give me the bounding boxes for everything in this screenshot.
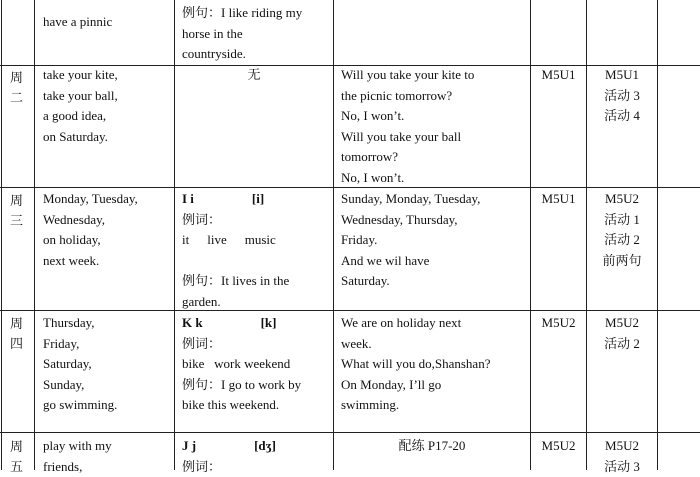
vocab-line: Sunday, bbox=[43, 375, 117, 396]
sentence-line: Friday. bbox=[341, 230, 480, 251]
sentence-line: What will you do,Shanshan? bbox=[341, 354, 490, 375]
example-words: bike work weekend bbox=[182, 354, 301, 375]
day-label: 周 二 bbox=[10, 68, 23, 108]
example-sentence-line: countryside. bbox=[182, 44, 302, 65]
vocab-line: Saturday, bbox=[43, 354, 117, 375]
activity-line: M5U2 bbox=[587, 189, 657, 210]
book-cell bbox=[531, 313, 586, 334]
sentence-line: And we wil have bbox=[341, 251, 480, 272]
example-word: it bbox=[182, 232, 189, 247]
phonics-cell bbox=[182, 189, 289, 312]
activity-line: 活动 3 bbox=[587, 86, 657, 107]
day-label: 周 四 bbox=[10, 314, 23, 354]
activity-cell bbox=[587, 65, 657, 127]
book-cell bbox=[531, 65, 586, 86]
example-sentence-line: 例句：I go to work by bbox=[182, 375, 301, 396]
sentences-cell bbox=[341, 65, 474, 188]
example-word-label: 例词： bbox=[182, 334, 301, 355]
sentences-cell bbox=[341, 313, 490, 416]
vocab-line: friends, bbox=[43, 457, 112, 477]
day-label: 周 三 bbox=[10, 191, 23, 231]
row-divider bbox=[0, 310, 700, 311]
none-text: 无 bbox=[175, 65, 333, 86]
words-cell bbox=[43, 65, 118, 147]
sentence-line: tomorrow? bbox=[341, 147, 474, 168]
activity-line: 活动 3 bbox=[587, 457, 657, 477]
column-divider bbox=[333, 0, 334, 470]
phonics-letter: J j bbox=[182, 438, 196, 453]
vocab-line: take your ball, bbox=[43, 86, 118, 107]
sentence-line: We are on holiday next bbox=[341, 313, 490, 334]
sentence-line: Saturday. bbox=[341, 271, 480, 292]
activity-line: 活动 2 bbox=[587, 334, 657, 355]
sentence-line: No, I won’t. bbox=[341, 106, 474, 127]
sentence-line: On Monday, I’ll go bbox=[341, 375, 490, 396]
activity-line: M5U2 bbox=[587, 436, 657, 457]
sentence-line: Will you take your kite to bbox=[341, 65, 474, 86]
sentence-line: Sunday, Monday, Tuesday, bbox=[341, 189, 480, 210]
activity-line: 活动 4 bbox=[587, 106, 657, 127]
activity-line: 活动 1 bbox=[587, 210, 657, 231]
phonics-letter: I i bbox=[182, 191, 194, 206]
example-sentence-line: garden. bbox=[182, 292, 289, 313]
table-border-left bbox=[1, 0, 2, 470]
phonics-cell bbox=[182, 436, 276, 477]
phonetic-symbol: [dʒ] bbox=[254, 436, 276, 457]
vocab-line: have a pinnic bbox=[43, 12, 112, 33]
words-cell bbox=[43, 12, 112, 33]
activity-line: 活动 2 bbox=[587, 230, 657, 251]
vocab-line: on holiday, bbox=[43, 230, 138, 251]
workbook-pages: 配练 P17-20 bbox=[334, 436, 530, 457]
vocab-line: Thursday, bbox=[43, 313, 117, 334]
example-sentence-line: 例句：I like riding my bbox=[182, 3, 302, 24]
activity-cell bbox=[587, 189, 657, 271]
sentence-line: No, I won’t. bbox=[341, 168, 474, 189]
day-label: 周 五 bbox=[10, 437, 23, 477]
vocab-line: Friday, bbox=[43, 334, 117, 355]
vocab-line: Monday, Tuesday, bbox=[43, 189, 138, 210]
sentence-line: the picnic tomorrow? bbox=[341, 86, 474, 107]
unit-code: M5U1 bbox=[531, 65, 586, 86]
unit-code: M5U2 bbox=[531, 436, 586, 457]
unit-code: M5U2 bbox=[531, 313, 586, 334]
vocab-line: Wednesday, bbox=[43, 210, 138, 231]
example-word: live bbox=[207, 232, 227, 247]
activity-line: M5U2 bbox=[587, 313, 657, 334]
vocab-line: a good idea, bbox=[43, 106, 118, 127]
example-word-label: 例词： bbox=[182, 210, 289, 231]
vocab-line: go swimming. bbox=[43, 395, 117, 416]
words-cell bbox=[43, 313, 117, 416]
book-cell bbox=[531, 436, 586, 457]
sentence-line: Wednesday, Thursday, bbox=[341, 210, 480, 231]
column-divider bbox=[657, 0, 658, 470]
phonics-cell bbox=[175, 65, 333, 86]
book-cell bbox=[531, 189, 586, 210]
phonetic-symbol: [k] bbox=[261, 313, 277, 334]
sentences-cell bbox=[341, 189, 480, 292]
activity-line: 前两句 bbox=[587, 251, 657, 272]
example-sentence-line: bike this weekend. bbox=[182, 395, 301, 416]
sentence-line: swimming. bbox=[341, 395, 490, 416]
sentences-cell bbox=[334, 436, 530, 457]
activity-line: M5U1 bbox=[587, 65, 657, 86]
column-divider bbox=[34, 0, 35, 470]
phonics-letter: K k bbox=[182, 315, 203, 330]
activity-cell bbox=[587, 313, 657, 354]
phonetic-symbol: [i] bbox=[252, 189, 264, 210]
example-sentence-line: horse in the bbox=[182, 24, 302, 45]
example-sentence-line: 例句：It lives in the bbox=[182, 271, 289, 292]
example-word-label: 例词： bbox=[182, 457, 276, 477]
vocab-line: next week. bbox=[43, 251, 138, 272]
row-divider bbox=[0, 432, 700, 433]
sentence-line: Will you take your ball bbox=[341, 127, 474, 148]
phonics-cell bbox=[182, 313, 301, 416]
phonics-cell bbox=[182, 3, 302, 65]
sentence-line: week. bbox=[341, 334, 490, 355]
example-word: music bbox=[245, 232, 276, 247]
unit-code: M5U1 bbox=[531, 189, 586, 210]
vocab-line: play with my bbox=[43, 436, 112, 457]
words-cell bbox=[43, 189, 138, 271]
words-cell bbox=[43, 436, 112, 477]
vocab-line: on Saturday. bbox=[43, 127, 118, 148]
vocab-line: take your kite, bbox=[43, 65, 118, 86]
activity-cell bbox=[587, 436, 657, 477]
